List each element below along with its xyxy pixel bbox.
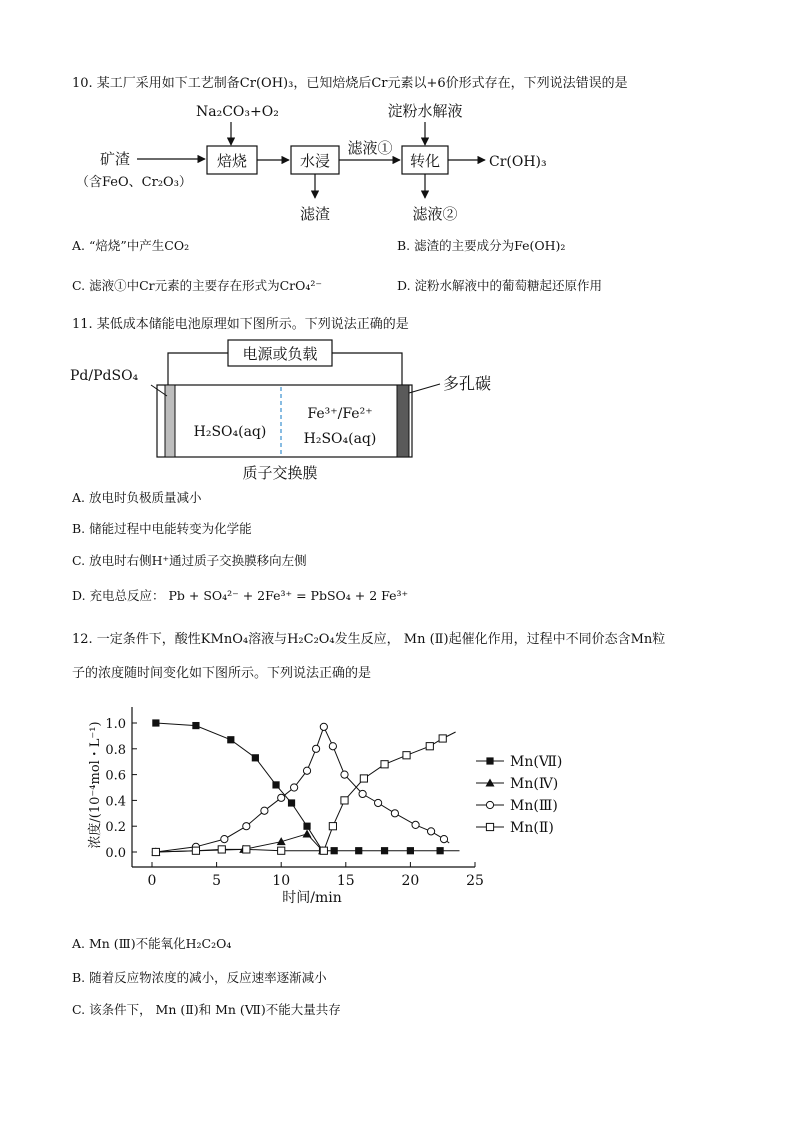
legend-marker <box>486 757 493 764</box>
data-point <box>218 846 225 853</box>
data-point <box>227 736 234 743</box>
data-point <box>391 810 398 817</box>
chart-marks <box>151 719 459 855</box>
y-tick-label: 0.8 <box>105 742 126 758</box>
flow-box-convert-label: 转化 <box>409 152 441 170</box>
q12-option-b[interactable]: B. 随着反应物浓度的减小，反应速率逐渐减小 <box>72 970 327 985</box>
x-tick-label: 5 <box>212 873 222 889</box>
data-point <box>360 775 367 782</box>
flow-waste1-label: 滤渣 <box>299 205 331 223</box>
data-point <box>192 722 199 729</box>
flow-reagent1-label: Na₂CO₃+O₂ <box>196 104 279 120</box>
chart-y-label: 浓度/(10⁻⁴mol・L⁻¹) <box>88 721 103 849</box>
data-point <box>243 846 250 853</box>
data-point <box>261 807 268 814</box>
data-point <box>252 754 259 761</box>
data-point <box>288 799 295 806</box>
flow-box-leach-label: 水浸 <box>299 152 331 170</box>
data-point <box>375 799 382 806</box>
membrane-label: 质子交换膜 <box>242 464 318 482</box>
q11-option-a[interactable]: A. 放电时负极质量减小 <box>72 490 202 505</box>
series-line-4 <box>152 732 456 852</box>
data-point <box>412 821 419 828</box>
q11-option-b[interactable]: B. 储能过程中电能转变为化学能 <box>72 521 252 536</box>
data-point <box>381 761 388 768</box>
legend-label: Mn(Ⅶ) <box>510 754 563 770</box>
x-tick-label: 10 <box>272 873 291 889</box>
y-tick-label: 0.4 <box>105 794 126 810</box>
data-point <box>355 847 362 854</box>
chart-legend <box>476 754 562 836</box>
flow-filtrate1-label: 滤液① <box>347 139 393 157</box>
right-electrode-label: 多孔碳 <box>443 374 492 393</box>
q11-battery-diagram <box>0 330 794 490</box>
q10-option-a[interactable]: A. “焙烧”中产生CO₂ <box>72 238 190 253</box>
data-point <box>426 743 433 750</box>
data-point <box>439 735 446 742</box>
data-point <box>329 743 336 750</box>
data-point <box>359 790 366 797</box>
data-point <box>152 848 159 855</box>
power-load-label: 电源或负载 <box>242 345 318 363</box>
data-point <box>437 847 444 854</box>
x-tick-label: 0 <box>147 873 157 889</box>
data-point <box>278 847 285 854</box>
data-point <box>403 752 410 759</box>
y-tick-label: 0.0 <box>105 846 126 861</box>
x-tick-label: 25 <box>466 873 484 889</box>
y-tick-label: 0.2 <box>105 820 126 836</box>
q12-stem-line1: 12. 一定条件下，酸性KMnO₄溶液与H₂C₂O₄发生反应， Mn (Ⅱ)起催化作用，过程中不同价态含Mn粒 <box>72 632 666 647</box>
q11-option-c[interactable]: C. 放电时右侧H⁺通过质子交换膜移向左侧 <box>72 553 307 568</box>
data-point <box>312 745 319 752</box>
x-tick-label: 15 <box>336 873 355 889</box>
left-electrode-label: Pd/PdSO₄ <box>70 368 139 384</box>
q10-flow-diagram <box>0 0 794 230</box>
data-point <box>331 847 338 854</box>
flow-product-label: Cr(OH)₃ <box>489 154 547 170</box>
y-tick-label: 1.0 <box>105 717 126 732</box>
flow-feed-label: 矿渣 <box>100 150 131 168</box>
legend-label: Mn(Ⅲ) <box>510 798 558 814</box>
right-solution-label-1: Fe³⁺/Fe²⁺ <box>307 406 373 422</box>
data-point <box>329 823 336 830</box>
x-tick-label: 20 <box>401 873 420 889</box>
right-electrode <box>397 385 409 457</box>
q11-stem: 11. 某低成本储能电池原理如下图所示。下列说法正确的是 <box>72 317 409 332</box>
data-point <box>303 767 310 774</box>
legend-label: Mn(Ⅱ) <box>510 820 554 836</box>
data-point <box>341 771 348 778</box>
flow-reagent2-label: 淀粉水解液 <box>387 102 463 120</box>
data-point <box>303 823 310 830</box>
chart-axes <box>105 707 484 889</box>
data-point <box>278 794 285 801</box>
y-tick-label: 0.6 <box>105 768 126 784</box>
flow-feed-note: （含FeO、Cr₂O₃） <box>76 175 192 190</box>
flow-filtrate2-label: 滤液② <box>412 205 458 223</box>
data-point <box>320 847 327 854</box>
q12-stem-line2: 子的浓度随时间变化如下图所示。下列说法正确的是 <box>72 666 372 681</box>
right-solution-label-2: H₂SO₄(aq) <box>303 431 377 447</box>
data-point <box>381 847 388 854</box>
legend-marker <box>486 823 493 830</box>
data-point <box>427 828 434 835</box>
data-point <box>152 719 159 726</box>
q10-option-c[interactable]: C. 滤液①中Cr元素的主要存在形式为CrO₄²⁻ <box>72 278 323 293</box>
data-point <box>440 836 447 843</box>
data-point <box>407 847 414 854</box>
series-line-3 <box>156 727 449 852</box>
data-point <box>272 781 279 788</box>
q10-option-d[interactable]: D. 淀粉水解液中的葡萄糖起还原作用 <box>397 278 603 293</box>
q12-option-a[interactable]: A. Mn (Ⅲ)不能氧化H₂C₂O₄ <box>72 936 232 951</box>
q12-option-c[interactable]: C. 该条件下， Mn (Ⅱ)和 Mn (Ⅶ)不能大量共存 <box>72 1002 341 1017</box>
legend-label: Mn(Ⅳ) <box>510 776 559 792</box>
q10-option-b[interactable]: B. 滤渣的主要成分为Fe(OH)₂ <box>397 238 566 253</box>
q10-stem: 10. 某工厂采用如下工艺制备Cr(OH)₃，已知焙烧后Cr元素以+6价形式存在，下列说法错误的是 <box>72 76 628 91</box>
data-point <box>341 797 348 804</box>
data-point <box>221 836 228 843</box>
data-point <box>243 823 250 830</box>
data-point <box>192 847 199 854</box>
chart-x-label: 时间/min <box>282 890 342 906</box>
legend-marker <box>486 801 493 808</box>
data-point <box>320 723 327 730</box>
data-point <box>291 784 298 791</box>
q11-option-d[interactable]: D. 充电总反应： Pb + SO₄²⁻ + 2Fe³⁺ = PbSO₄ + 2 Fe³⁺ <box>72 588 409 603</box>
left-solution-label: H₂SO₄(aq) <box>193 424 267 440</box>
mn-concentration-chart <box>0 690 794 920</box>
flow-box-roast-label: 焙烧 <box>216 152 248 170</box>
